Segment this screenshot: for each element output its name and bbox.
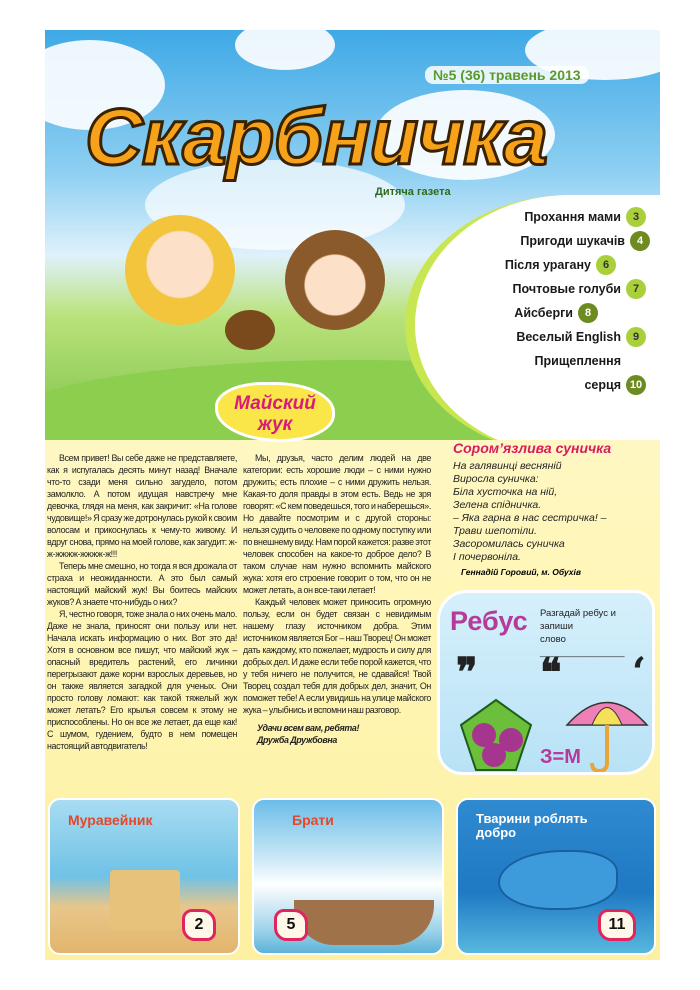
masthead-title: Скарбничка [85, 92, 548, 181]
article-title: Майский жук [215, 382, 335, 442]
toc-item[interactable]: Прохання мами 3 [436, 205, 646, 229]
rebus-equation: З=М [540, 746, 581, 768]
toc-item[interactable]: Прищеплення [534, 354, 621, 368]
quote-mark-icon: ❝ [540, 649, 562, 696]
page-number-badge: 3 [626, 207, 646, 227]
masthead-subtitle: Дитяча газета [375, 186, 451, 198]
article-column-2: Мы, друзья, часто делим людей на две категории: есть хорошие люди – с ними нужно дружить; есть плохие – с ними дружить нельзя. Какая-то доля правды в этом есть. Ведь не зря говорят: «С кем поведешься, того и наберешься». Но давайте посмотрим и с другой стороны: нельзя судить о человеке по одному поступку или по внешнему виду. Нам порой кажется: разве этот человек способен на какое-то доброе дело? В таком случае нам нужно вспомнить майского жука: хотя его строение говорит о том, что он не может летать, а он все-таки летает! Каждый человек может приносить огромную пользу, если он будет связан с невидимым нашему глазу источником добра. Этим источником является Бог – наш Творец! Он может дать каждому, кто пожелает, мудрость и силу для добрых дел. И даже если тебе порой кажется, что у тебя ничего не получится, не сдавайся! Твой Творец создал тебя для добрых дел, значит, Он поможет тебе! А если увидишь на улице майского жука – улыбнись и вспомни наш разговор. Удачи всем вам, ребята! Дружба Дружбовна [243, 453, 431, 745]
newspaper-page [45, 30, 660, 960]
poem-title: Сором’язлива суничка [453, 440, 612, 456]
issue-info: №5 (36) травень 2013 [425, 66, 589, 84]
poem-author: Геннадій Горовий, м. Обухів [461, 567, 582, 577]
article-column-1: Всем привет! Вы себе даже не представляете, как я испугалась десять минут назад! Вначале что-то сзади меня сильно загудело, потом замолкло. А потом идущая навстречу мне девочка, глядя на меня, как закричит: «На голове чудовище!» Я сразу же дотронулась рукой к своим волосам и прикоснулась к чему-то живому. И вдруг снова, прямо на моей голове, как загудит: ж-ж-жжжж-жжжж-ж!!! Теперь мне смешно, но тогда я вся дрожала от страха и неожиданности. А это был самый настоящий майский жук! Вы боитесь майских жуков? А знаете что-нибудь о них? Я, честно говоря, тоже знала о них очень мало. Даже не знала, приносят они пользу или нет. Начала искать информацию о них. Вот это да! Хотя в основном все пишут, что майский жук – опасный вредитель растений, его личинки перегрызают даже корни взрослых деревьев, но он также является загадкой для ученых. Они просто голову ломают: как такой тяжелый жук может летать? Его крылья совсем к этому не приспособлены. Но он все же летает, да еще как! С шумом, гудением, будто в нем помещен настоящий автодвигатель! [47, 453, 237, 751]
rebus-title: Ребус [450, 606, 528, 636]
page-number-badge: 6 [596, 255, 616, 275]
toc-item[interactable]: Веселый English 9 [436, 325, 646, 349]
quote-mark-icon: ‘ [632, 649, 646, 696]
toc-item[interactable]: Айсберги 8 [436, 301, 598, 325]
poem: Сором’язлива суничка На галявинці весняній Виросла суничка: Біла хусточка на ній, Зелена спідничка. – Яка гарна в нас сестричка! – Трави шепотіли. Засоромилась суничка І почервоніла. Геннадій Горовий, м. Обухів [453, 440, 653, 577]
toc-item[interactable]: Після урагану 6 [436, 253, 616, 277]
raspberry-icon [456, 685, 536, 775]
page-number-badge: 7 [626, 279, 646, 299]
boat-illustration [294, 900, 434, 945]
article-signature: Удачи всем вам, ребята! Дружба Дружбовна [257, 723, 360, 745]
page-number-badge: 5 [274, 909, 308, 941]
page-number-badge: 2 [182, 909, 216, 941]
quote-mark-icon: ❞ [456, 649, 478, 696]
cover-illustration [45, 30, 660, 440]
table-of-contents [436, 205, 646, 397]
beetle-illustration [225, 310, 275, 350]
toc-item[interactable]: серця 10 [436, 373, 646, 397]
page-number-badge: 10 [626, 375, 646, 395]
boy-illustration [285, 230, 385, 330]
rebus-instruction: Разгадай ребус и запиши слово ________________ [540, 608, 625, 658]
feature-panel-tvaryny[interactable]: Тварини роблять добро 11 [456, 798, 656, 955]
toc-item[interactable]: Почтовые голуби 7 [436, 277, 646, 301]
sand-castle-illustration [110, 870, 180, 930]
feature-panel-muraveinik[interactable]: Муравейник 2 [48, 798, 240, 955]
feature-panel-braty[interactable]: Брати 5 [252, 798, 444, 955]
rebus-puzzle [437, 590, 655, 775]
page-number-badge: 11 [598, 909, 636, 941]
dolphin-illustration [498, 850, 618, 910]
page-number-badge: 8 [578, 303, 598, 323]
toc-item[interactable]: Пригоди шукачів 4 [436, 229, 650, 253]
page-number-badge: 9 [626, 327, 646, 347]
girl-illustration [125, 215, 235, 325]
page-number-badge: 4 [630, 231, 650, 251]
